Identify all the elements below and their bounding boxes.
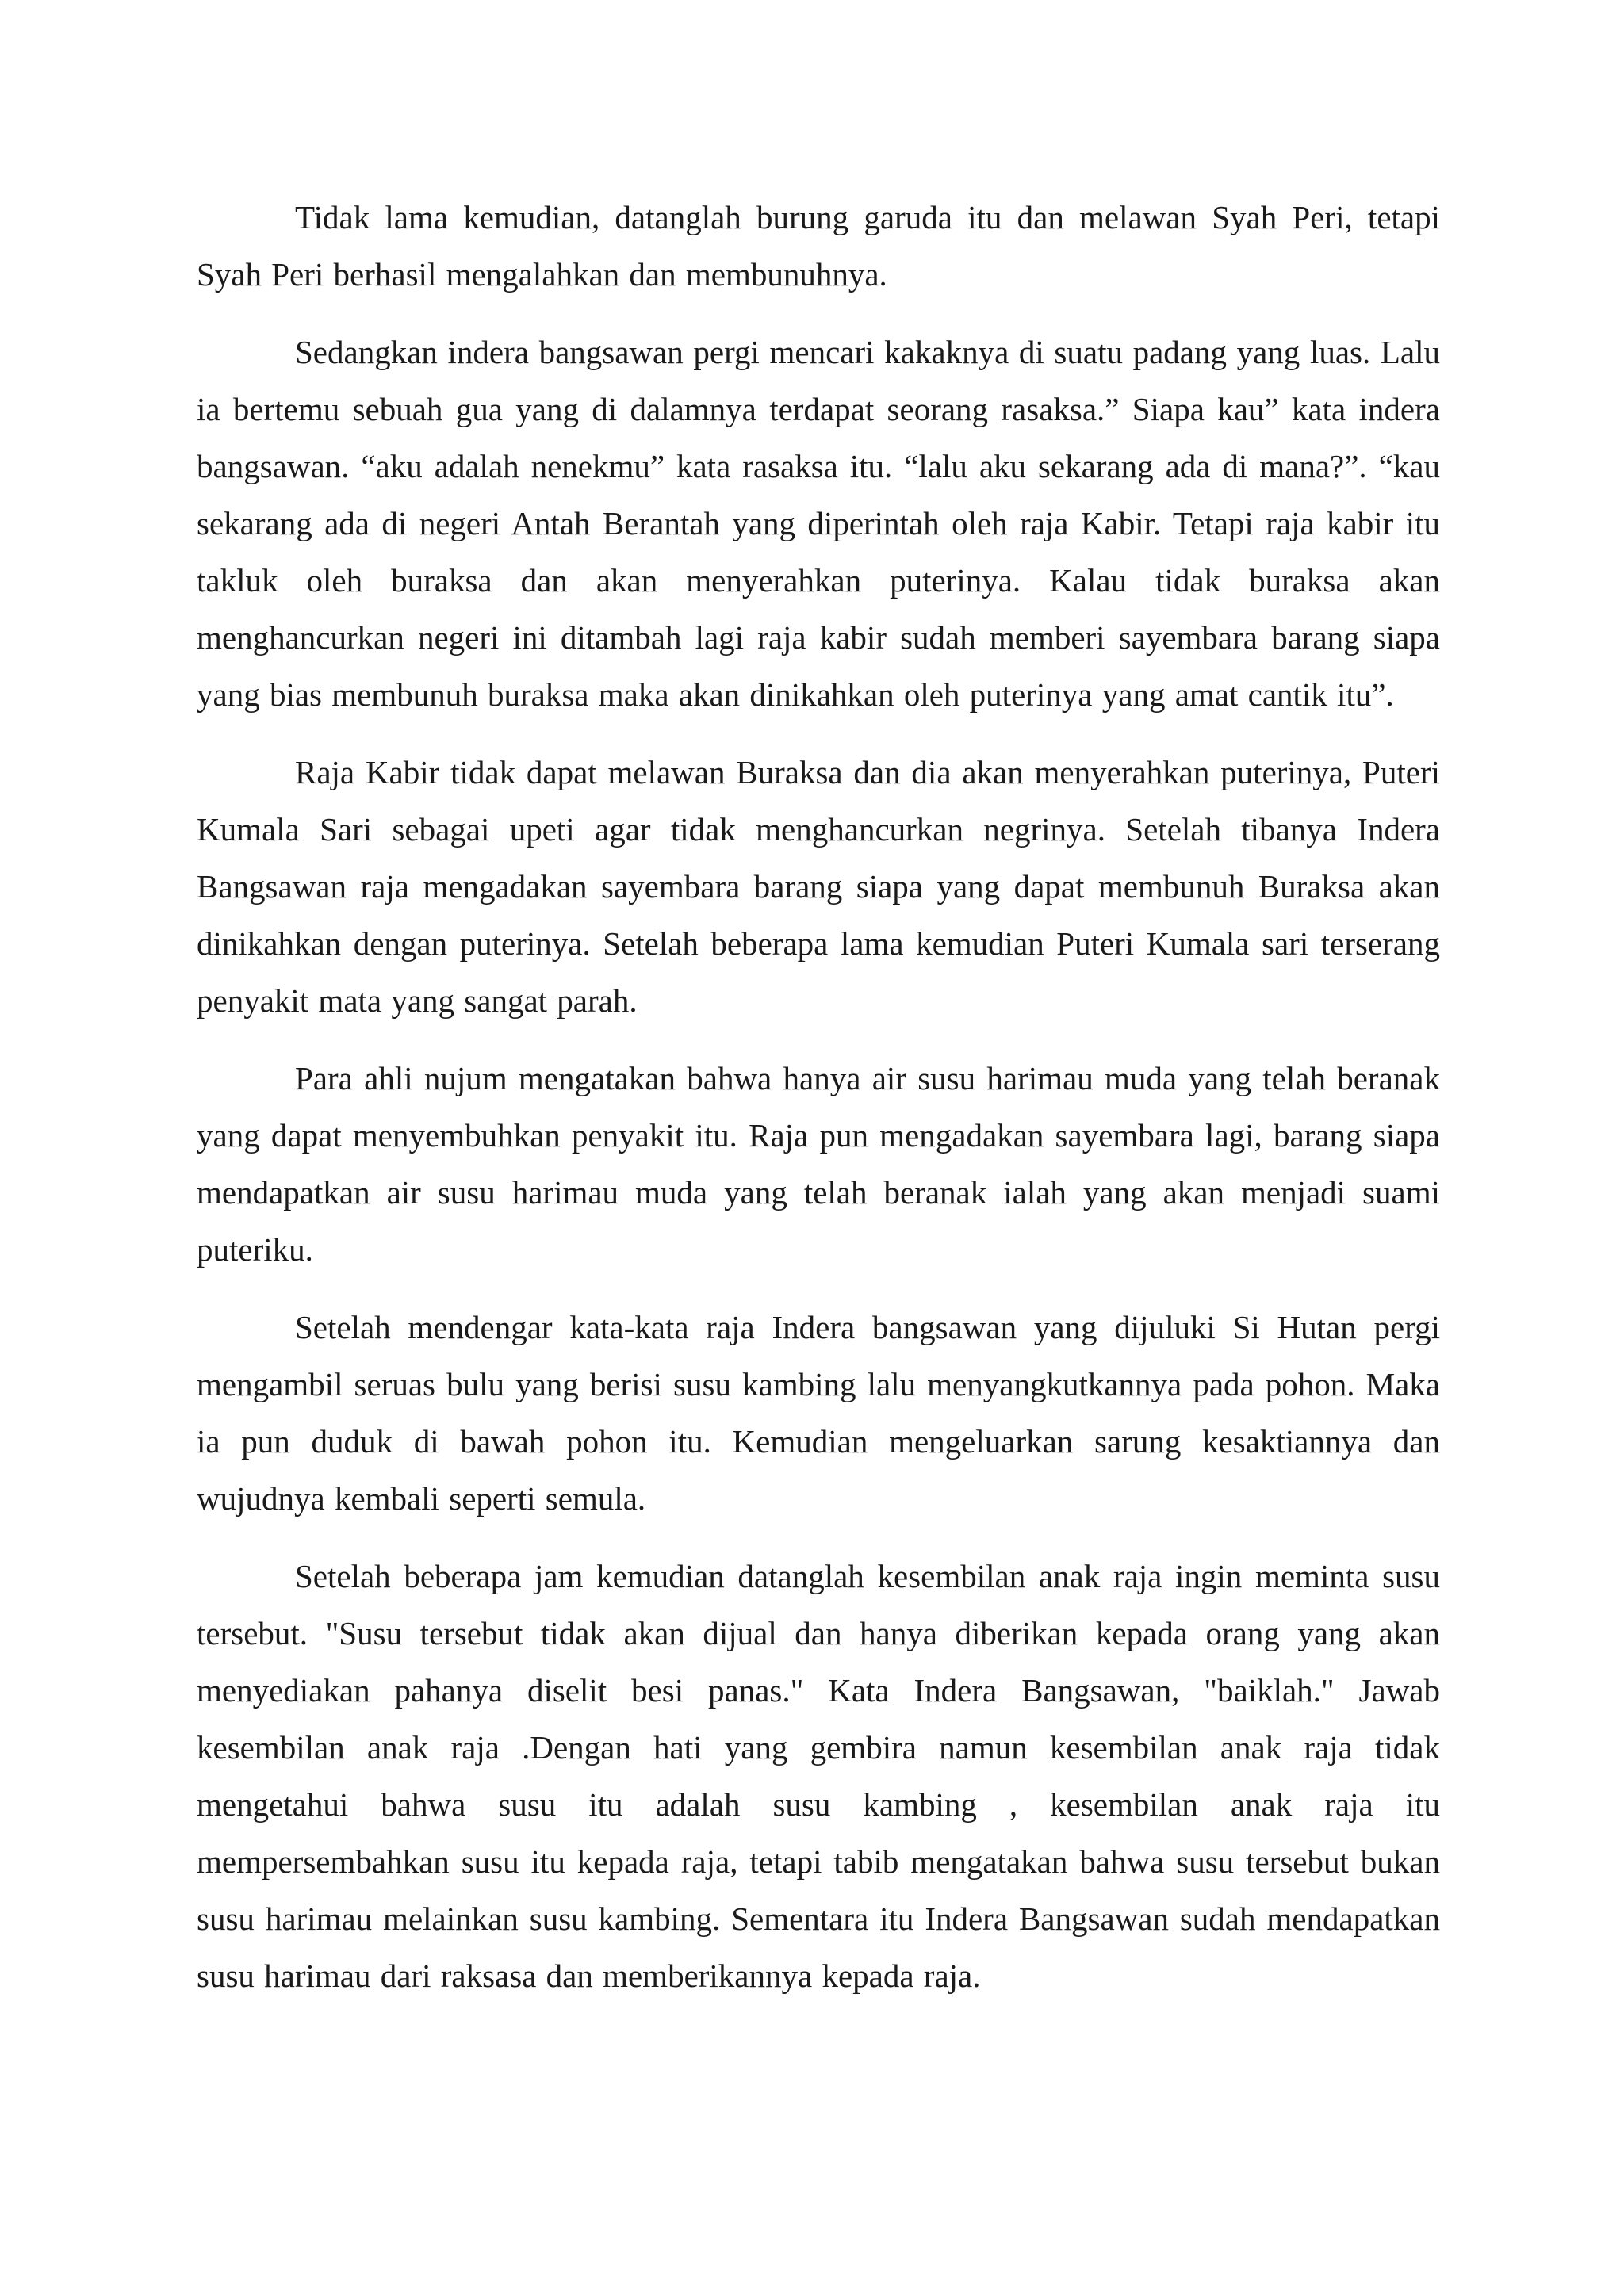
- paragraph-1: Tidak lama kemudian, datanglah burung garuda itu dan melawan Syah Peri, tetapi Syah Peri berhasil mengalahkan dan membunuhnya.: [197, 199, 1440, 293]
- document-body: [197, 189, 1440, 2025]
- paragraph-2: Sedangkan indera bangsawan pergi mencari kakaknya di suatu padang yang luas. Lalu ia bertemu sebuah gua yang di dalamnya terdapat seorang rasaksa.” Siapa kau” kata indera bangsawan. “aku adalah nenekmu” kata rasaksa itu. “lalu aku sekarang ada di mana?”. “kau sekarang ada di negeri Antah Berantah yang diperintah oleh raja Kabir. Tetapi raja kabir itu takluk oleh buraksa dan akan menyerahkan puterinya. Kalau tidak buraksa akan menghancurkan negeri ini ditambah lagi raja kabir sudah memberi sayembara barang siapa yang bias membunuh buraksa maka akan dinikahkan oleh puterinya yang amat cantik itu”.: [197, 334, 1440, 713]
- paragraph-4: Para ahli nujum mengatakan bahwa hanya air susu harimau muda yang telah beranak yang dapat menyembuhkan penyakit itu. Raja pun mengadakan sayembara lagi, barang siapa mendapatkan air susu harimau muda yang telah beranak ialah yang akan menjadi suami puteriku.: [197, 1060, 1440, 1268]
- paragraph-5: Setelah mendengar kata-kata raja Indera bangsawan yang dijuluki Si Hutan pergi mengambil seruas bulu yang berisi susu kambing lalu menyangkutkannya pada pohon. Maka ia pun duduk di bawah pohon itu. Kemudian mengeluarkan sarung kesaktiannya dan wujudnya kembali seperti semula.: [197, 1309, 1440, 1517]
- paragraph-6: Setelah beberapa jam kemudian datanglah kesembilan anak raja ingin meminta susu tersebut. "Susu tersebut tidak akan dijual dan hanya diberikan kepada orang yang akan menyediakan pahanya diselit besi panas." Kata Indera Bangsawan, "baiklah." Jawab kesembilan anak raja .Dengan hati yang gembira namun kesembilan anak raja tidak mengetahui bahwa susu itu adalah susu kambing , kesembilan anak raja itu mempersembahkan susu itu kepada raja, tetapi tabib mengatakan bahwa susu tersebut bukan susu harimau melainkan susu kambing. Sementara itu Indera Bangsawan sudah mendapatkan susu harimau dari raksasa dan memberikannya kepada raja.: [197, 1558, 1440, 1994]
- paragraph-3: Raja Kabir tidak dapat melawan Buraksa dan dia akan menyerahkan puterinya, Puteri Kumala Sari sebagai upeti agar tidak menghancurkan negrinya. Setelah tibanya Indera Bangsawan raja mengadakan sayembara barang siapa yang dapat membunuh Buraksa akan dinikahkan dengan puterinya. Setelah beberapa lama kemudian Puteri Kumala sari terserang penyakit mata yang sangat parah.: [197, 754, 1440, 1019]
